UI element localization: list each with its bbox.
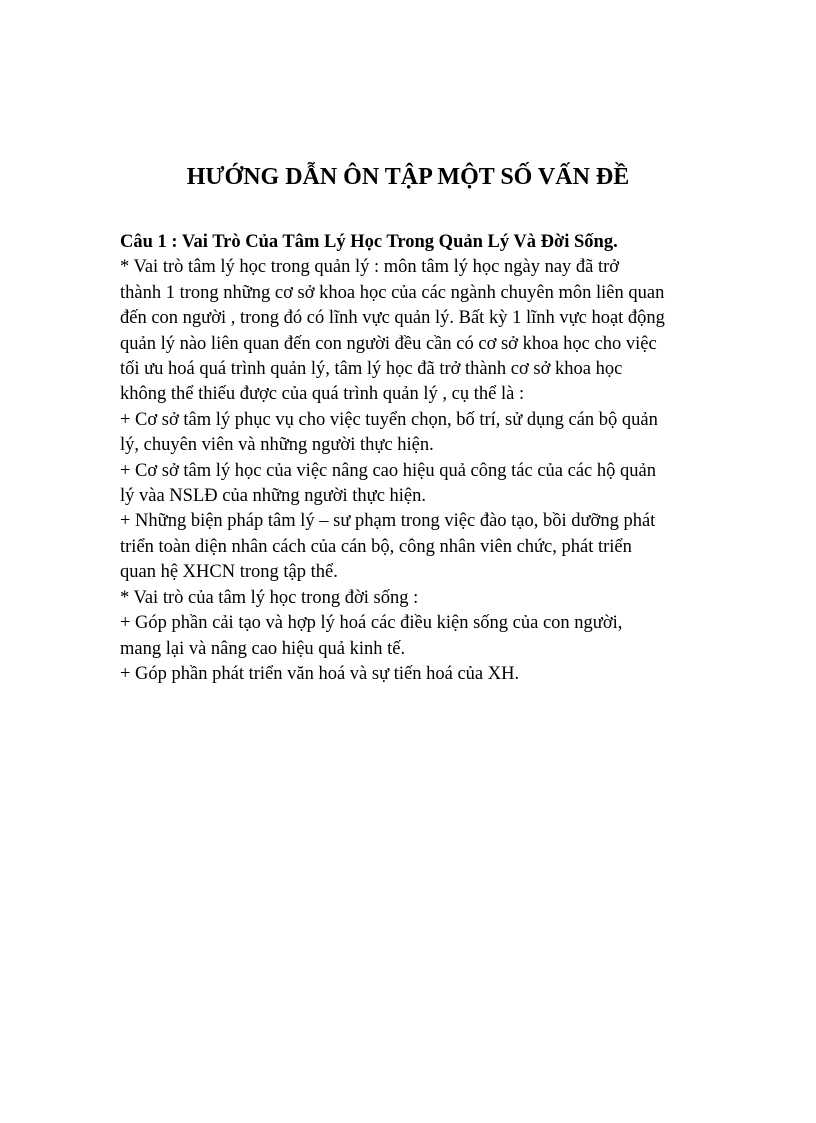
body-line: triển toàn diện nhân cách của cán bộ, công nhân viên chức, phát triển [120, 536, 632, 557]
body-line: + Những biện pháp tâm lý – sư phạm trong việc đào tạo, bồi dưỡng phát [120, 511, 656, 532]
document-body [120, 230, 720, 687]
body-line: + Góp phần phát triển văn hoá và sự tiến hoá của XH. [120, 663, 520, 684]
body-line: * Vai trò tâm lý học trong quản lý : môn tâm lý học ngày nay đã trở [120, 257, 620, 278]
body-line: quan hệ XHCN trong tập thể. [120, 562, 338, 583]
body-line: * Vai trò của tâm lý học trong đời sống : [120, 587, 419, 608]
body-line: đến con người , trong đó có lĩnh vực quản lý. Bất kỳ 1 lĩnh vực hoạt động [120, 308, 665, 329]
question-heading: Câu 1 : Vai Trò Của Tâm Lý Học Trong Quản Lý Và Đời Sống. [120, 232, 618, 252]
body-line: + Góp phần cải tạo và hợp lý hoá các điều kiện sống của con người, [120, 613, 623, 634]
body-line: + Cơ sở tâm lý học của việc nâng cao hiệu quả công tác của các hộ quản [120, 460, 656, 481]
body-line: + Cơ sở tâm lý phục vụ cho việc tuyển chọn, bố trí, sử dụng cán bộ quản [120, 409, 658, 430]
document-title: HƯỚNG DẪN ÔN TẬP MỘT SỐ VẤN ĐỀ [186, 164, 630, 190]
body-line: lý, chuyên viên và những người thực hiện. [120, 435, 434, 456]
body-line: không thể thiếu được của quá trình quản lý , cụ thể là : [120, 384, 525, 405]
body-line: lý vàa NSLĐ của những người thực hiện. [120, 486, 426, 507]
body-line: tối ưu hoá quá trình quản lý, tâm lý học đã trở thành cơ sở khoa học [120, 359, 623, 380]
body-line: thành 1 trong những cơ sở khoa học của các ngành chuyên môn liên quan [120, 282, 665, 303]
body-line: mang lại và nâng cao hiệu quả kinh tế. [120, 638, 406, 659]
body-line: quản lý nào liên quan đến con người đều cần có cơ sở khoa học cho việc [120, 333, 657, 354]
